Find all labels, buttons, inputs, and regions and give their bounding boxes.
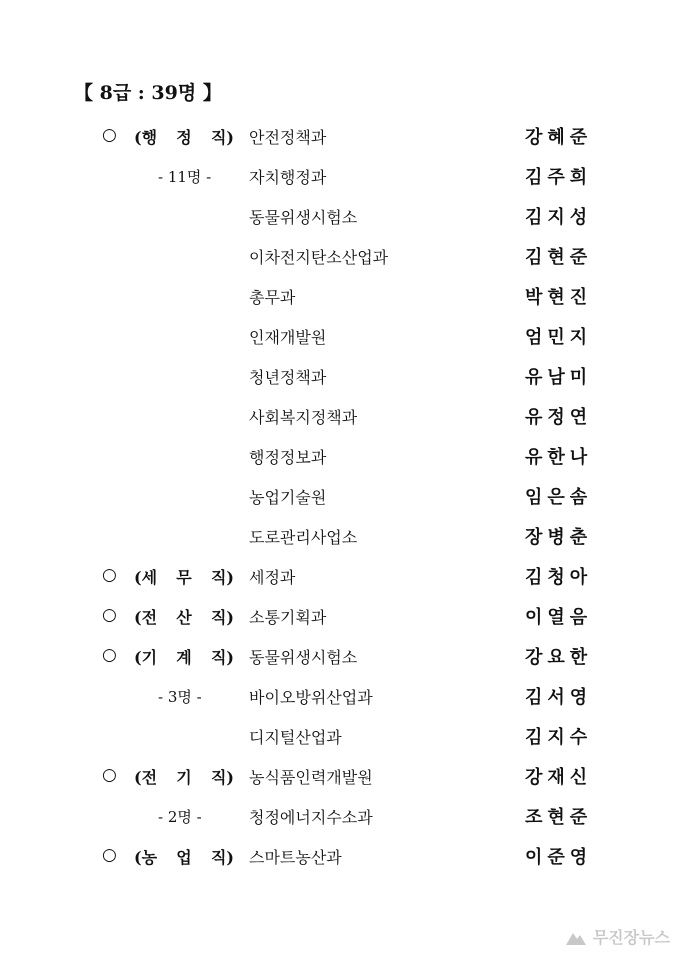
- job-category-part: 직): [210, 128, 234, 147]
- department-name: 이차전지탄소산업과: [249, 248, 389, 267]
- job-category: [134, 645, 234, 668]
- person-name: 조현준: [525, 807, 593, 828]
- job-category: [134, 125, 234, 148]
- job-category-part: 기: [176, 768, 192, 787]
- department-name: 동물위생시험소: [249, 208, 358, 227]
- person-name: 강혜준: [525, 127, 593, 148]
- job-category-part: (전: [134, 768, 158, 787]
- department-name: 행정정보과: [249, 448, 327, 467]
- job-category-part: (전: [134, 608, 158, 627]
- department-name: 총무과: [249, 288, 296, 307]
- bullet-icon: ○: [102, 765, 117, 785]
- department-name: 동물위생시험소: [249, 648, 358, 667]
- list-row: [0, 765, 680, 805]
- department-name: 바이오방위산업과: [249, 688, 373, 707]
- bullet-icon: ○: [102, 845, 117, 865]
- job-category: [134, 565, 234, 588]
- job-category: [134, 765, 234, 788]
- person-name: 김지성: [525, 207, 593, 228]
- person-name: 유정연: [525, 407, 593, 428]
- watermark-text: 무진장뉴스: [592, 928, 670, 947]
- job-category: [134, 605, 234, 628]
- list-row: [0, 845, 680, 885]
- person-name: 임은솜: [525, 487, 593, 508]
- headcount-label: - 2명 -: [158, 808, 202, 826]
- job-category-part: 직): [210, 648, 234, 667]
- department-name: 인재개발원: [249, 328, 327, 347]
- list-row: [0, 325, 680, 365]
- person-name: 김주희: [525, 167, 593, 188]
- list-row: [0, 445, 680, 485]
- headcount-label: - 3명 -: [158, 688, 202, 706]
- department-name: 도로관리사업소: [249, 528, 358, 547]
- job-category-part: 계: [176, 648, 192, 667]
- department-name: 디지털산업과: [249, 728, 342, 747]
- job-category-part: (기: [134, 648, 158, 667]
- job-category-part: 무: [176, 568, 192, 587]
- person-name: 김현준: [525, 247, 593, 268]
- department-name: 사회복지정책과: [249, 408, 358, 427]
- list-row: [0, 245, 680, 285]
- person-name: 장병춘: [525, 527, 593, 548]
- job-category-part: 직): [210, 848, 234, 867]
- job-category-part: 직): [210, 608, 234, 627]
- list-row: [0, 205, 680, 245]
- list-row: [0, 805, 680, 845]
- person-name: 김청아: [525, 567, 593, 588]
- list-row: [0, 165, 680, 205]
- job-category-part: 직): [210, 768, 234, 787]
- job-category-part: 정: [176, 128, 192, 147]
- person-name: 김서영: [525, 687, 593, 708]
- department-name: 청정에너지수소과: [249, 808, 373, 827]
- person-name: 강요한: [525, 647, 593, 668]
- section-heading: 【 8급 : 39명 】: [74, 82, 222, 104]
- list-row: [0, 605, 680, 645]
- person-name: 강재신: [525, 767, 593, 788]
- list-row: [0, 645, 680, 685]
- department-name: 소통기획과: [249, 608, 327, 627]
- list-row: [0, 125, 680, 165]
- department-name: 안전정책과: [249, 128, 327, 147]
- department-name: 자치행정과: [249, 168, 327, 187]
- list-row: [0, 285, 680, 325]
- list-row: [0, 565, 680, 605]
- list-row: [0, 485, 680, 525]
- person-name: 유한나: [525, 447, 593, 468]
- job-category-part: 산: [176, 608, 192, 627]
- person-name: 엄민지: [525, 327, 593, 348]
- bullet-icon: ○: [102, 565, 117, 585]
- department-name: 스마트농산과: [249, 848, 342, 867]
- bullet-icon: ○: [102, 605, 117, 625]
- job-category-part: 업: [176, 848, 192, 867]
- list-row: [0, 685, 680, 725]
- bullet-icon: ○: [102, 645, 117, 665]
- department-name: 농업기술원: [249, 488, 327, 507]
- mountain-logo-icon: [565, 928, 587, 946]
- job-category-part: (농: [134, 848, 158, 867]
- person-name: 유남미: [525, 367, 593, 388]
- list-row: [0, 525, 680, 565]
- person-name: 이준영: [525, 847, 593, 868]
- person-name: 박현진: [525, 287, 593, 308]
- list-row: [0, 405, 680, 445]
- job-category: [134, 845, 234, 868]
- person-name: 김지수: [525, 727, 593, 748]
- person-name: 이열음: [525, 607, 593, 628]
- job-category-part: 직): [210, 568, 234, 587]
- department-name: 세정과: [249, 568, 296, 587]
- job-category-part: (행: [134, 128, 158, 147]
- list-row: [0, 365, 680, 405]
- list-row: [0, 725, 680, 765]
- department-name: 청년정책과: [249, 368, 327, 387]
- watermark: [565, 925, 670, 948]
- job-category-part: (세: [134, 568, 158, 587]
- bullet-icon: ○: [102, 125, 117, 145]
- headcount-label: - 11명 -: [158, 168, 212, 186]
- department-name: 농식품인력개발원: [249, 768, 373, 787]
